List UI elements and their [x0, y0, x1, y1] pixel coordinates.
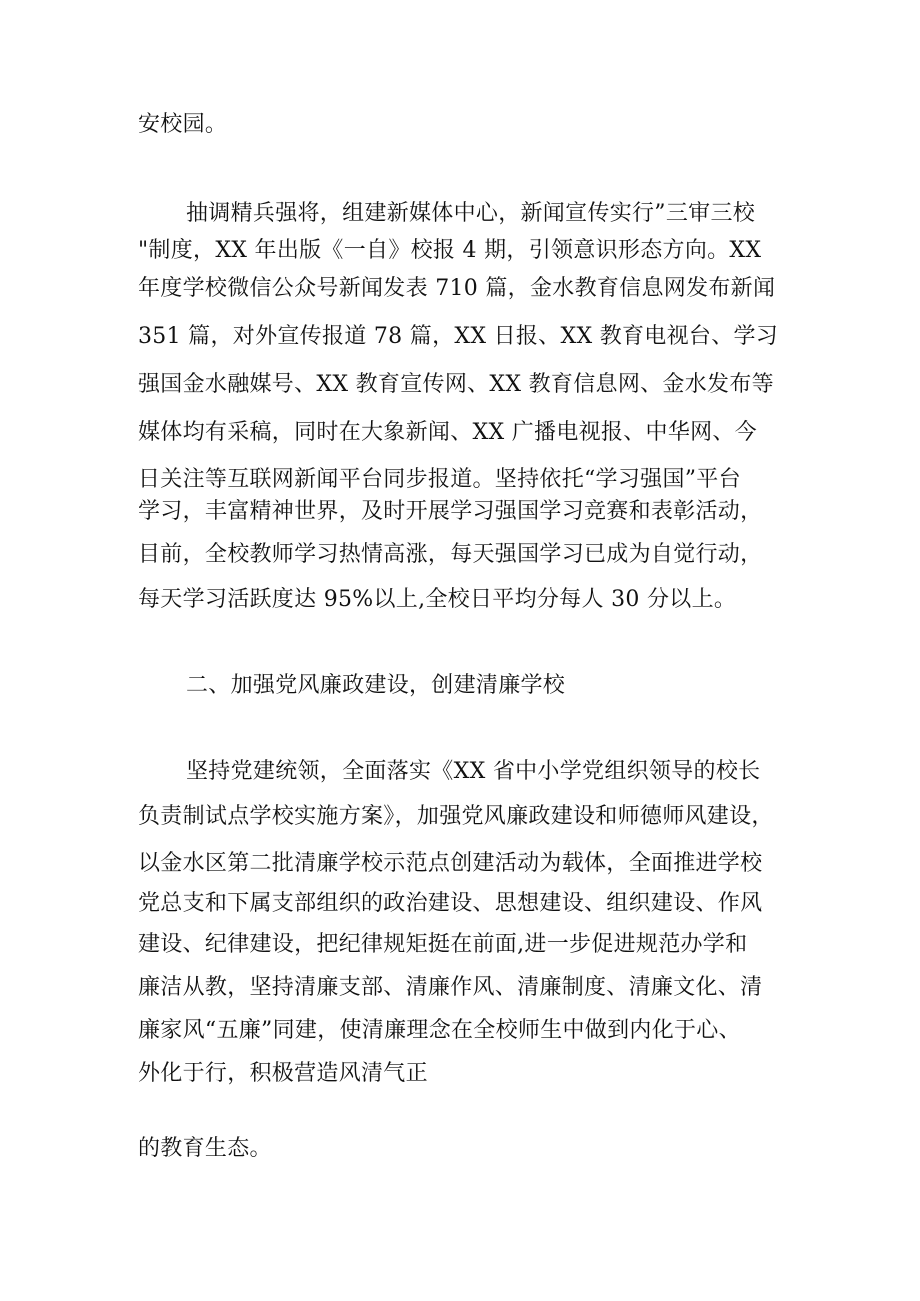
paragraph-line: 党总支和下属支部组织的政治建设、思想建设、组织建设、作风 [138, 891, 763, 916]
paragraph-line: 日关注等互联网新闻平台同步报道。坚持依托“学习强国”平台 [138, 467, 741, 492]
section-heading: 二、加强党风廉政建设，创建清廉学校 [186, 673, 566, 698]
paragraph-line: 媒体均有采稿，同时在大象新闻、XX 广播电视报、中华网、今 [138, 420, 758, 445]
paragraph-line: 学习，丰富精神世界，及时开展学习强国学习竞赛和表彰活动， [138, 499, 763, 524]
paragraph-line: 廉家风“五廉”同建，使清廉理念在全校师生中做到内化于心、 [138, 1018, 741, 1043]
paragraph-line: "制度，XX 年出版《一自》校报 4 期，引领意识形态方向。XX [138, 238, 762, 263]
paragraph-line: 强国金水融媒号、XX 教育宣传网、XX 教育信息网、金水发布等 [138, 372, 774, 397]
paragraph-line: 以金水区第二批清廉学校示范点创建活动为载体，全面推进学校 [138, 851, 763, 876]
paragraph-line: 每天学习活跃度达 95%以上,全校日平均分每人 30 分以上。 [138, 587, 737, 612]
paragraph-line: 负责制试点学校实施方案》，加强党风廉政建设和师德师风建设， [138, 804, 774, 829]
paragraph-line: 廉洁从教，坚持清廉支部、清廉作风、清廉制度、清廉文化、清 [138, 975, 763, 1000]
paragraph-tail: 的教育生态。 [138, 1136, 272, 1161]
paragraph-tail: 安校园。 [138, 112, 228, 137]
paragraph-line: 目前，全校教师学习热情高涨，每天强国学习已成为自觉行动， [138, 542, 763, 567]
paragraph-line: 抽调精兵强将，组建新媒体中心，新闻宣传实行”三审三校 [186, 201, 756, 226]
paragraph-line: 年度学校微信公众号新闻发表 710 篇，金水教育信息网发布新闻 [138, 276, 776, 301]
paragraph-line: 351 篇，对外宣传报道 78 篇，XX 日报、XX 教育电视台、学习 [138, 324, 779, 349]
paragraph-line: 建设、纪律建设，把纪律规矩挺在前面,进一步促进规范办学和 [138, 932, 748, 957]
paragraph-line: 坚持党建统领，全面落实《XX 省中小学党组织领导的校长 [186, 759, 761, 784]
paragraph-line: 外化于行，积极营造风清气正 [138, 1061, 428, 1086]
